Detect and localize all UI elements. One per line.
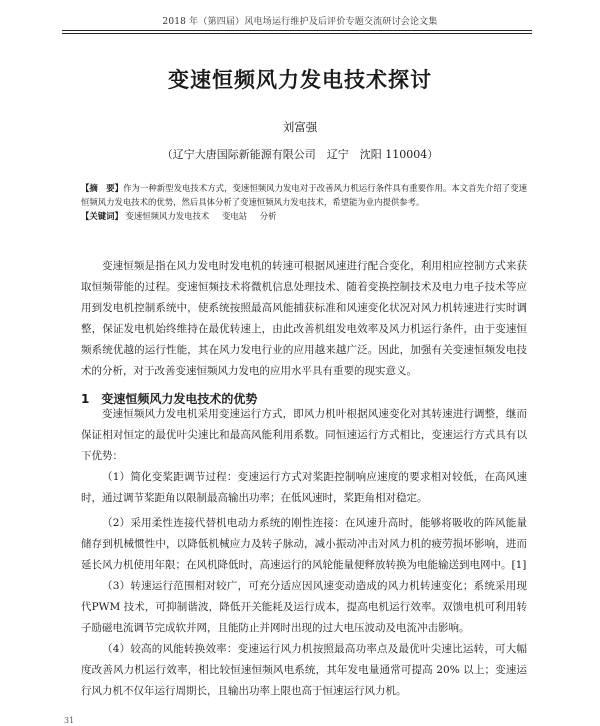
keywords [81, 210, 527, 222]
keywords-label: 【关键词】 [81, 211, 123, 221]
section-number: 1 [81, 392, 90, 406]
header-rule-bottom [62, 33, 532, 34]
point-paragraph-4: （4）较高的风能转换效率：变速运行风力机按照最高功率点及最优叶尖速比运转，可大幅度改善风力机运行效率，相比较恒速恒频风电系统，其年发电量通常可提高 20% 以上；变速运行风力机不仅年运行周期长，且输出功率上限也高于恒速运行风力机。 [81, 643, 527, 697]
affiliation: （辽宁大唐国际新能源有限公司 辽宁 沈阳 110004） [161, 148, 439, 161]
header-rule-top [62, 30, 532, 31]
intro-paragraph: 变速恒频是指在风力发电时发电机的转速可根据风速进行配合变化，利用相应控制方式来获取恒频带能的过程。变速恒频技术将微机信息处理技术、随着变换控制技术及电力电子技术等应用到发电机控制系统中，使系统按照最高风能捕获标准和风速变化状况对风力机转速进行实时调整，保证发电机始终维持在最优转速上，由此改善机组发电效率及风力机运行条件，由于变速恒频系统优越的运行性能，其在风力发电行业的应用越来越广泛。因此，加强有关变速恒频发电技术的分析，对于改善变速恒频风力发电的应用水平具有重要的现实意义。 [81, 260, 527, 377]
point-paragraph-2: （2）采用柔性连接代替机电动力系统的刚性连接：在风速升高时，能够将吸收的阵风能量储存到机械惯性中，以降低机械应力及转子脉动，减小振动冲击对风力机的疲劳损坏影响，进而延长风力机使用年限；在风机降低时，高速运行的风轮能量便释放转换为电能输送到电网中。[1] [81, 517, 527, 571]
keyword-item: 分析 [259, 211, 277, 221]
author: 刘富强 [282, 120, 318, 134]
running-header: 2018 年（第四届）风电场运行维护及后评价专题交流研讨会论文集 [162, 17, 438, 27]
section-title: 变速恒频风力发电技术的优势 [101, 392, 258, 406]
page-number: 31 [64, 716, 75, 725]
point-paragraph-1: （1）简化变桨距调节过程：变速运行方式对桨距控制响应速度的要求相对较低，在高风速时，通过调节桨距角以限制最高输出功率；在低风速时，桨距角相对稳定。 [81, 471, 527, 504]
keyword-item: 变电站 [221, 211, 248, 221]
abstract-label: 【摘 要】 [81, 183, 124, 193]
abstract-text: 作为一种新型发电技术方式，变速恒频风力发电对于改善风力机运行条件具有重要作用。本文首先介绍了变速恒频风力发电技术的优势，然后具体分析了变速恒频风力发电技术，希望能为业内提供参考。 [81, 183, 528, 207]
paper-title: 变速恒频风力发电技术探讨 [168, 68, 432, 92]
keyword-item: 变速恒频风力发电技术 [125, 211, 210, 221]
section-intro-paragraph: 变速恒频风力发电机采用变速运行方式，即风力机叶根据风速变化对其转速进行调整，继而保证相对恒定的最优叶尖速比和最高风能利用系数。同恒速运行方式相比，变速运行方式具有以下优势： [81, 408, 527, 462]
point-paragraph-3: （3）转速运行范围相对较广，可充分适应因风速变动造成的风力机转速变化；系统采用现代PWM 技术，可抑制谐波，降低开关能耗及运行成本，提高电机运行效率。双馈电机可利用转子励磁电流调节完成软并网，且能防止并网时出现的过大电压波动及电流冲击影响。 [81, 580, 527, 634]
abstract [81, 181, 527, 209]
